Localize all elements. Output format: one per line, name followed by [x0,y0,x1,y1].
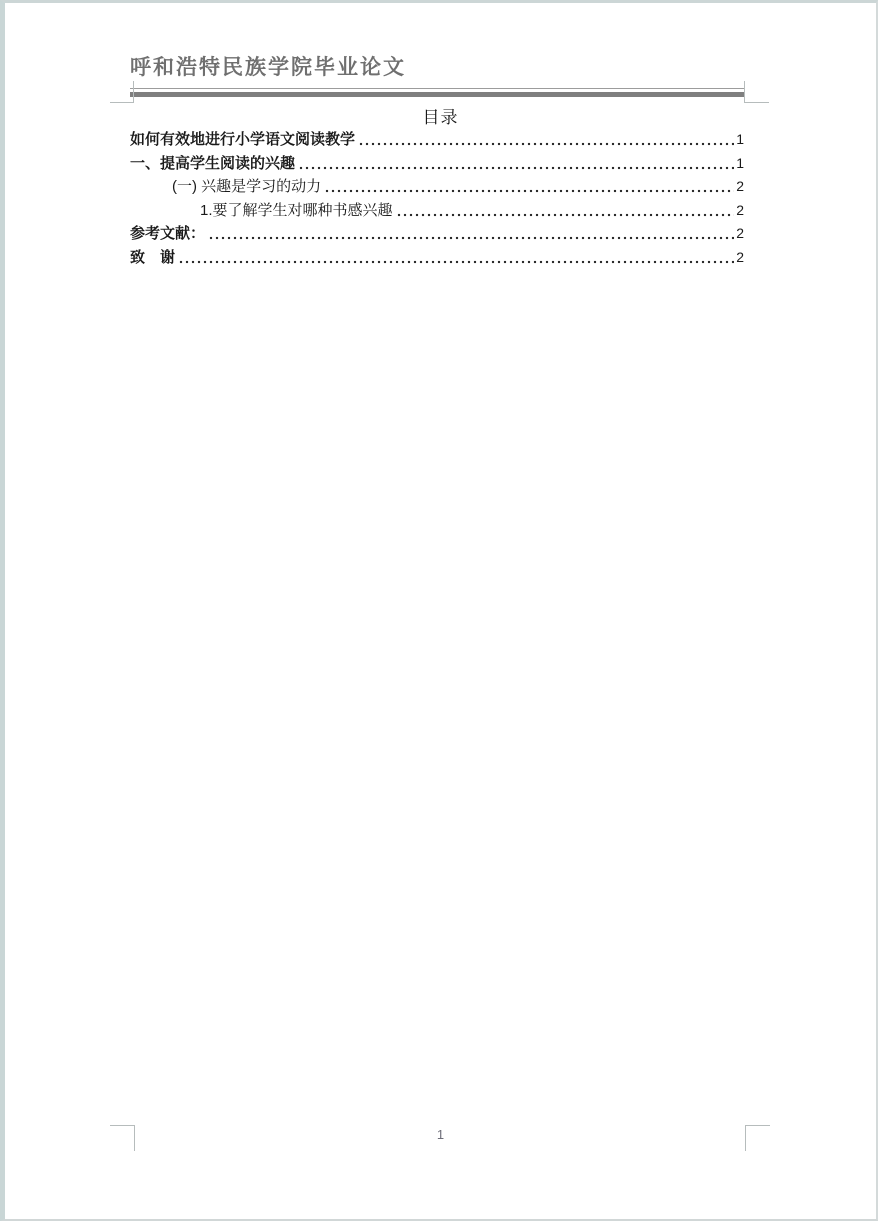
header-rule-thin [130,88,744,89]
toc-dot-leader [324,175,734,199]
toc-entry[interactable] [130,199,744,223]
toc-title: 目录 [422,108,459,127]
page-header-title: 呼和浩特民族学院毕业论文 [130,54,406,79]
toc-dot-leader [208,222,734,246]
toc-list [130,128,744,269]
toc-entry-page: 2 [736,201,744,218]
toc-entry-page: 1 [736,131,744,147]
header-rule-thick [130,92,744,97]
header-margin-mark-right [744,81,769,103]
toc-entry-page: 1 [736,154,744,171]
toc-entry-label: 参考文献： [130,225,206,242]
toc-entry-page: 2 [736,225,744,241]
toc-entry-label: 如何有效地进行小学语文阅读教学 [130,131,356,148]
header-margin-mark-left [110,81,134,103]
toc-entry-label: (一) 兴趣是学习的动力 [172,178,322,195]
toc-entry[interactable] [130,222,744,246]
toc-entry-page: 2 [736,248,744,265]
toc-entry[interactable] [130,175,744,199]
toc-entry-page: 2 [736,178,744,194]
toc-entry[interactable] [130,128,744,152]
toc-dot-leader [396,199,735,223]
toc-entry-label: 1.要了解学生对哪种书感兴趣 [200,201,393,219]
toc-dot-leader [178,246,734,270]
toc-entry-label: 一、提高学生阅读的兴趣 [130,154,296,172]
toc-entry-label: 致 谢 [130,248,176,266]
footer-page-number: 1 [436,1127,445,1142]
toc-dot-leader [358,128,734,152]
toc-dot-leader [298,152,734,176]
toc-entry[interactable] [130,246,744,270]
toc-entry[interactable] [130,152,744,176]
